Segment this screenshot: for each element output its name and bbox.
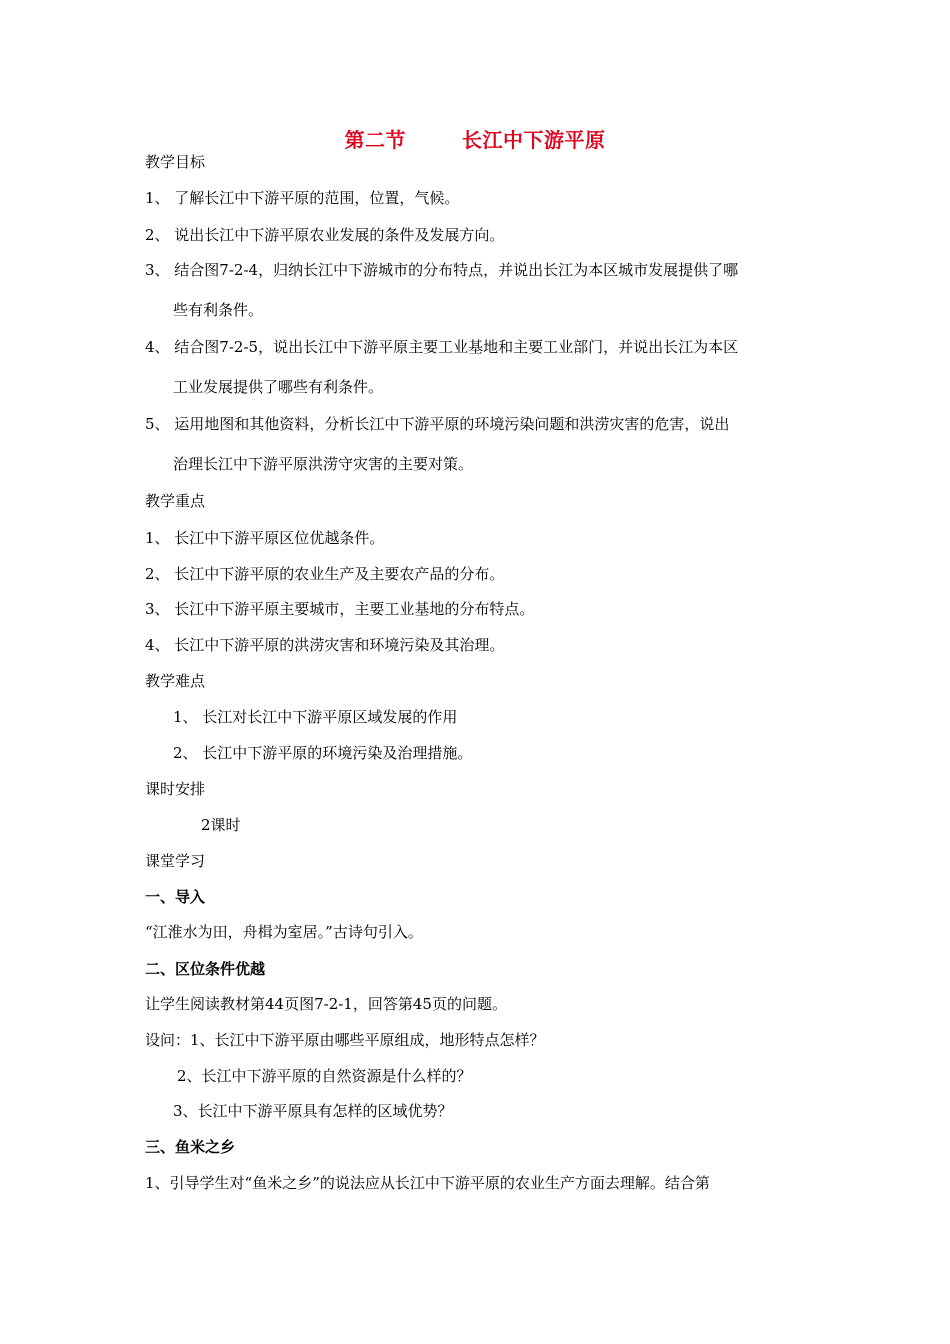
location-heading: 二、区位条件优越	[145, 960, 266, 978]
location-text: 让学生阅读教材第44页图7-2-1，回答第45页的问题。	[145, 995, 507, 1013]
objective-item-4: 4、 结合图7-2-5，说出长江中下游平原主要工业基地和主要工业部门，并说出长江为本区	[145, 338, 739, 356]
difficulty-item-2: 2、 长江中下游平原的环境污染及治理措施。	[173, 744, 473, 762]
fish-text: 1、引导学生对“鱼米之乡”的说法应从长江中下游平原的农业生产方面去理解。结合第	[145, 1174, 710, 1192]
objective-item-3: 3、 结合图7-2-4，归纳长江中下游城市的分布特点，并说出长江为本区城市发展提供了哪	[145, 261, 739, 279]
question-2: 2、长江中下游平原的自然资源是什么样的？	[177, 1067, 472, 1085]
fish-heading: 三、鱼米之乡	[145, 1138, 236, 1156]
objectives-heading: 教学目标	[145, 153, 206, 171]
objective-item-1: 1、 了解长江中下游平原的范围，位置，气候。	[145, 189, 460, 207]
objective-item-5: 5、 运用地图和其他资料，分析长江中下游平原的环境污染问题和洪涝灾害的危害，说出	[145, 415, 730, 433]
objective-item-5-cont: 治理长江中下游平原洪涝守灾害的主要对策。	[173, 455, 474, 473]
key-point-item-4: 4、 长江中下游平原的洪涝灾害和环境污染及其治理。	[145, 636, 505, 654]
classroom-heading: 课堂学习	[145, 852, 206, 870]
schedule-heading: 课时安排	[145, 780, 206, 798]
key-point-item-1: 1、 长江中下游平原区位优越条件。	[145, 529, 385, 547]
objective-item-2: 2、 说出长江中下游平原农业发展的条件及发展方向。	[145, 226, 505, 244]
objective-item-3-cont: 些有利条件。	[173, 301, 264, 319]
page-title	[0, 124, 950, 153]
question-3: 3、长江中下游平原具有怎样的区域优势？	[173, 1102, 453, 1120]
intro-heading: 一、导入	[145, 888, 206, 906]
title-part-1: 第二节	[344, 128, 406, 152]
intro-text: “江淮水为田，舟楫为室居。”古诗句引入。	[145, 923, 423, 941]
difficulties-heading: 教学难点	[145, 672, 206, 690]
objective-item-4-cont: 工业发展提供了哪些有利条件。	[173, 378, 384, 396]
schedule-value: 2课时	[201, 816, 241, 834]
key-points-heading: 教学重点	[145, 492, 206, 510]
difficulty-item-1: 1、 长江对长江中下游平原区域发展的作用	[173, 708, 458, 726]
key-point-item-2: 2、 长江中下游平原的农业生产及主要农产品的分布。	[145, 565, 505, 583]
question-1: 设问：1、长江中下游平原由哪些平原组成，地形特点怎样？	[145, 1031, 545, 1049]
title-part-2: 长江中下游平原	[462, 128, 606, 152]
key-point-item-3: 3、 长江中下游平原主要城市，主要工业基地的分布特点。	[145, 600, 535, 618]
